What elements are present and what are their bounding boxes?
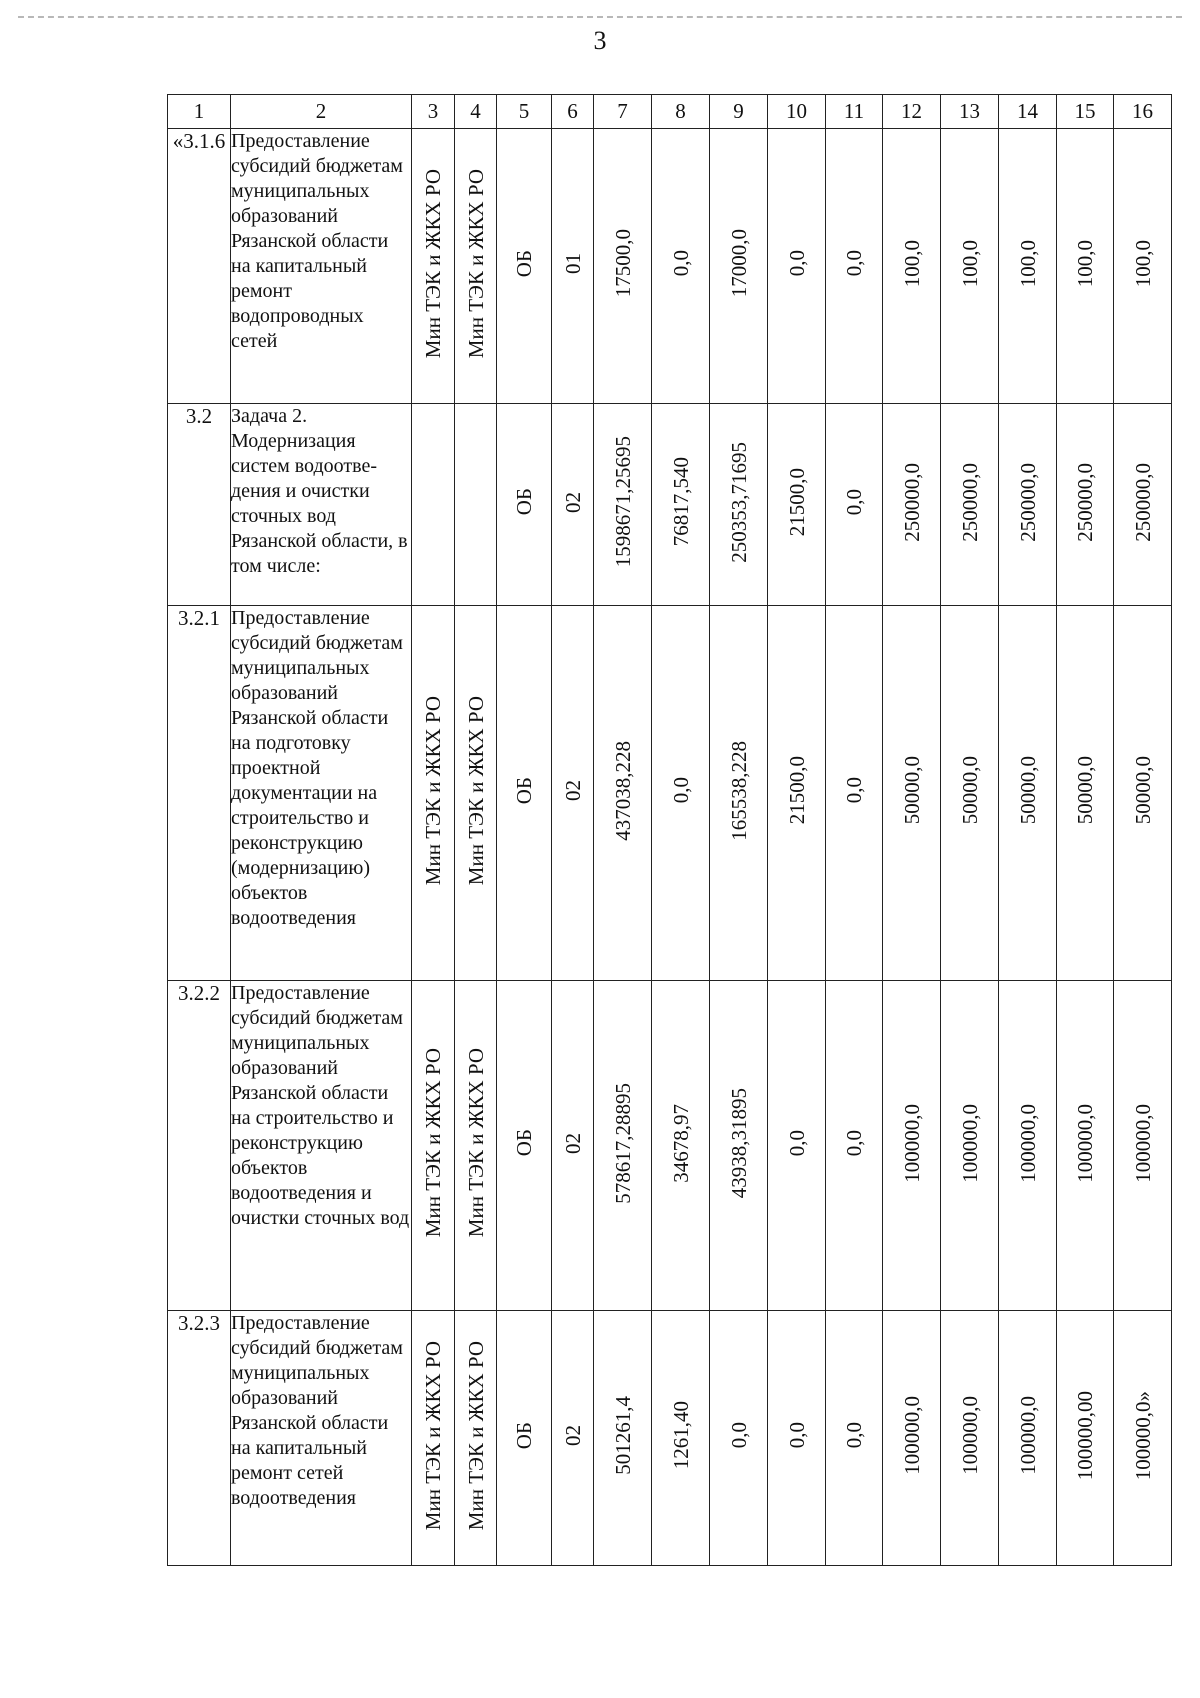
amount-cell: 100000,0 — [899, 1103, 924, 1183]
top-scan-rule — [18, 16, 1182, 18]
item-description: Предоставление субсидий бюджетам муниципальных образований Рязанской области на строительство и реконструкцию объектов водоотведения и очистки сточных вод — [231, 981, 412, 1311]
responsible-executor: Мин ТЭК и ЖКХ РО — [421, 1340, 445, 1531]
amount-cell: 0,0 — [842, 488, 866, 516]
code-value: 02 — [560, 1425, 585, 1446]
amount-cell: 50000,0 — [1015, 756, 1040, 825]
table-row — [168, 129, 1172, 404]
amount-cell: 100000,0» — [1130, 1390, 1155, 1481]
funding-source: ОБ — [512, 249, 536, 278]
amount-cell: 100,0 — [1073, 239, 1097, 288]
amount-cell: 0,0 — [668, 250, 693, 277]
column-header: 7 — [594, 95, 652, 129]
amount-cell: 250000,0 — [957, 462, 982, 542]
page-number: 3 — [593, 26, 607, 55]
column-header: 10 — [768, 95, 826, 129]
amount-cell: 250353,71695 — [726, 441, 751, 563]
table-row — [168, 981, 1172, 1311]
item-number: 3.2.3 — [168, 1311, 231, 1566]
amount-cell: 0,0 — [784, 1129, 809, 1157]
amount-cell: 250000,0 — [1073, 462, 1097, 542]
amount-cell: 100,0 — [1130, 239, 1155, 288]
column-header: 13 — [941, 95, 999, 129]
amount-cell: 100000,0 — [1015, 1103, 1040, 1183]
amount-cell: 578617,28895 — [610, 1082, 635, 1204]
code-value: 02 — [560, 491, 585, 513]
amount-cell: 100,0 — [899, 239, 924, 288]
column-header: 15 — [1057, 95, 1114, 129]
amount-cell: 165538,228 — [726, 740, 751, 841]
amount-cell: 100000,0 — [1015, 1396, 1040, 1475]
amount-cell: 0,0 — [842, 1422, 866, 1449]
amount-cell: 0,0 — [842, 1129, 866, 1157]
amount-cell: 76817,540 — [668, 457, 693, 547]
amount-cell: 34678,97 — [668, 1103, 693, 1183]
main-distributor: Мин ТЭК и ЖКХ РО — [463, 168, 488, 359]
amount-cell: 0,0 — [784, 1422, 809, 1449]
item-description: Предоставление субсидий бюджетам муниципальных образований Рязанской области на подготовку проектной документации на строительство и реконструкцию (модернизацию) объектов водоотведения — [231, 606, 412, 981]
item-number: 3.2.2 — [168, 981, 231, 1311]
main-distributor: Мин ТЭК и ЖКХ РО — [463, 1048, 488, 1238]
responsible-executor: Мин ТЭК и ЖКХ РО — [421, 695, 445, 886]
code-value: 02 — [560, 1132, 585, 1154]
column-header: 5 — [497, 95, 552, 129]
code-value: 01 — [560, 253, 585, 274]
main-distributor: Мин ТЭК и ЖКХ РО — [463, 1340, 488, 1531]
funding-source: ОБ — [512, 488, 536, 516]
budget-table — [167, 94, 1172, 1566]
amount-cell: 100000,0 — [1073, 1103, 1097, 1183]
column-header: 16 — [1114, 95, 1172, 129]
table-header-row — [168, 95, 1172, 129]
amount-cell: 437038,228 — [610, 740, 635, 841]
column-header: 14 — [999, 95, 1057, 129]
funding-source: ОБ — [512, 776, 536, 805]
amount-cell: 21500,0 — [784, 467, 809, 537]
column-header: 9 — [710, 95, 768, 129]
item-description: Предоставление субсидий бюджетам муниципальных образований Рязанской области на капитальный ремонт водопроводных сетей — [231, 129, 412, 404]
amount-cell: 17000,0 — [726, 229, 751, 298]
amount-cell: 250000,0 — [1130, 462, 1155, 542]
funding-source: ОБ — [512, 1129, 536, 1157]
amount-cell: 250000,0 — [899, 462, 924, 542]
amount-cell: 100000,0 — [1130, 1103, 1155, 1183]
amount-cell: 501261,4 — [610, 1396, 635, 1475]
amount-cell: 50000,0 — [1073, 756, 1097, 825]
item-number: «3.1.6 — [168, 129, 231, 404]
column-header: 4 — [455, 95, 497, 129]
table-row — [168, 1311, 1172, 1566]
amount-cell: 50000,0 — [957, 756, 982, 825]
amount-cell: 100,0 — [957, 239, 982, 288]
column-header: 1 — [168, 95, 231, 129]
column-header: 2 — [231, 95, 412, 129]
item-description: Предоставление субсидий бюджетам муниципальных образований Рязанской области на капитальный ремонт сетей водоотведения — [231, 1311, 412, 1566]
amount-cell: 0,0 — [842, 777, 866, 804]
table-row — [168, 606, 1172, 981]
amount-cell: 17500,0 — [610, 229, 635, 298]
column-header: 8 — [652, 95, 710, 129]
funding-source: ОБ — [512, 1421, 536, 1450]
responsible-executor: Мин ТЭК и ЖКХ РО — [421, 168, 445, 359]
amount-cell: 0,0 — [726, 1422, 751, 1449]
amount-cell: 250000,0 — [1015, 462, 1040, 542]
amount-cell: 43938,31895 — [726, 1087, 751, 1199]
amount-cell: 100000,0 — [899, 1396, 924, 1475]
amount-cell: 0,0 — [784, 250, 809, 277]
amount-cell: 50000,0 — [899, 756, 924, 825]
amount-cell: 1598671,25695 — [610, 436, 635, 568]
amount-cell: 0,0 — [668, 777, 693, 804]
column-header: 6 — [552, 95, 594, 129]
responsible-executor: Мин ТЭК и ЖКХ РО — [421, 1048, 445, 1238]
main-distributor: Мин ТЭК и ЖКХ РО — [463, 695, 488, 886]
amount-cell: 100,0 — [1015, 239, 1040, 288]
amount-cell: 100000,0 — [957, 1103, 982, 1183]
amount-cell: 100000,00 — [1073, 1390, 1097, 1481]
column-header: 12 — [883, 95, 941, 129]
amount-cell: 100000,0 — [957, 1396, 982, 1475]
item-number: 3.2.1 — [168, 606, 231, 981]
column-header: 11 — [826, 95, 883, 129]
item-number: 3.2 — [168, 404, 231, 606]
amount-cell: 0,0 — [842, 250, 866, 277]
amount-cell: 21500,0 — [784, 756, 809, 825]
column-header: 3 — [412, 95, 455, 129]
code-value: 02 — [560, 780, 585, 801]
table-row — [168, 404, 1172, 606]
item-description: Задача 2. Модернизация систем водоотве-дения и очистки сточных вод Рязанской области, в том числе: — [231, 404, 412, 606]
amount-cell: 1261,40 — [668, 1401, 693, 1470]
amount-cell: 50000,0 — [1130, 756, 1155, 825]
